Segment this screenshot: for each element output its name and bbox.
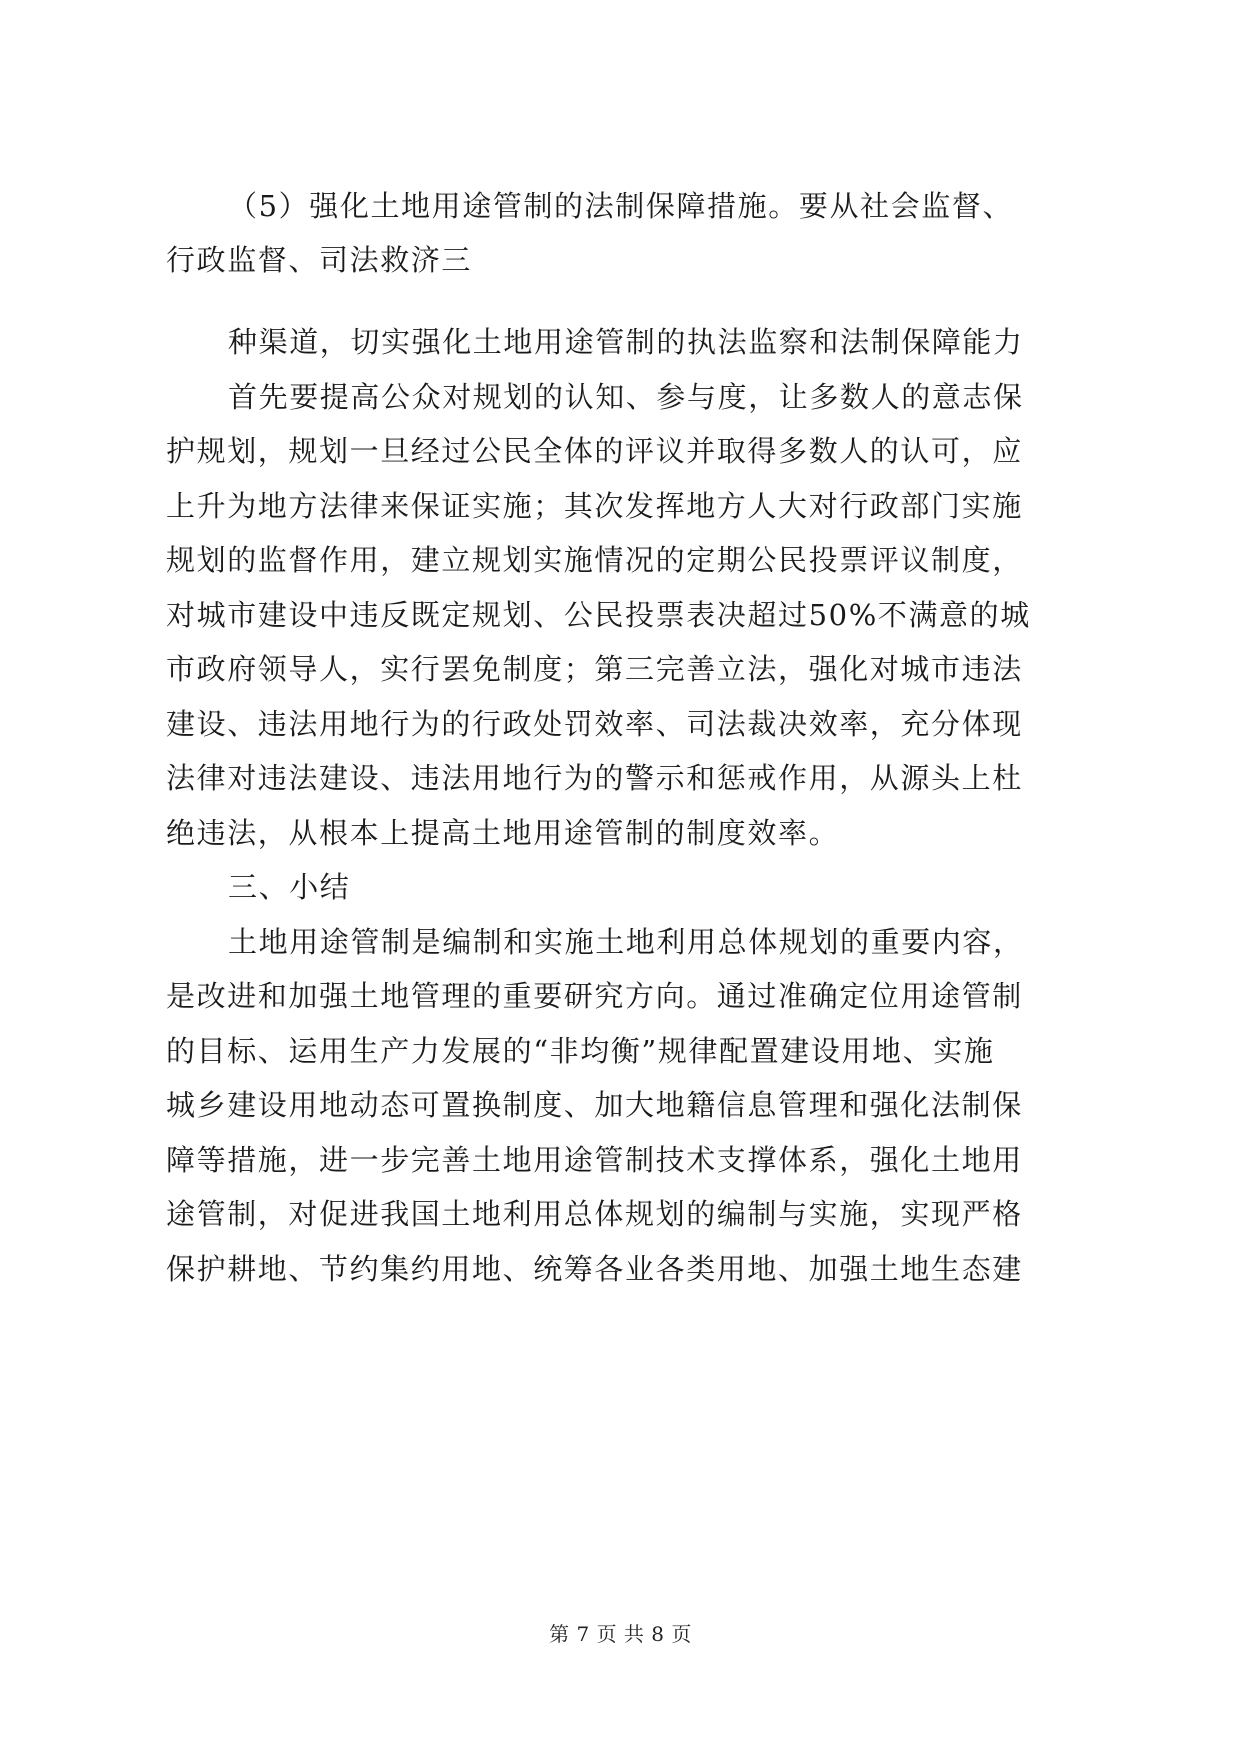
paragraph-line: 对城市建设中违反既定规划、公民投票表决超过50%不满意的城 [166, 598, 1031, 632]
paragraph-line: 土地用途管制是编制和实施土地利用总体规划的重要内容， [228, 925, 1024, 959]
paragraph-line: 保护耕地、节约集约用地、统筹各业各类用地、加强土地生态建 [166, 1252, 1023, 1286]
paragraph-line: 的目标、运用生产力发展的“非均衡”规律配置建设用地、实施 [166, 1034, 995, 1068]
paragraph-line: 障等措施，进一步完善土地用途管制技术支撑体系，强化土地用 [166, 1143, 1023, 1177]
paragraph-line: 法律对违法建设、违法用地行为的警示和惩戒作用，从源头上杜 [166, 761, 1023, 795]
paragraph-line: 绝违法，从根本上提高土地用途管制的制度效率。 [166, 816, 840, 850]
paragraph-line: 是改进和加强土地管理的重要研究方向。通过准确定位用途管制 [166, 979, 1023, 1013]
paragraph-line: （5）强化土地用途管制的法制保障措施。要从社会监督、 [228, 189, 1014, 223]
paragraph-line: 首先要提高公众对规划的认知、参与度，让多数人的意志保 [228, 380, 1024, 414]
paragraph-line: 护规划，规划一旦经过公民全体的评议并取得多数人的认可，应 [166, 434, 1023, 468]
paragraph-line: 建设、违法用地行为的行政处罚效率、司法裁决效率，充分体现 [166, 707, 1023, 741]
paragraph-line: 上升为地方法律来保证实施；其次发挥地方人大对行政部门实施 [166, 489, 1023, 523]
paragraph-line: 规划的监督作用，建立规划实施情况的定期公民投票评议制度， [166, 543, 1023, 577]
paragraph-line: 行政监督、司法救济三 [166, 243, 473, 277]
paragraph-line: 城乡建设用地动态可置换制度、加大地籍信息管理和强化法制保 [166, 1088, 1023, 1122]
section-heading: 三、小结 [228, 870, 351, 904]
paragraph-line: 种渠道，切实强化土地用途管制的执法监察和法制保障能力 [228, 325, 1024, 359]
paragraph-line: 市政府领导人，实行罢免制度；第三完善立法，强化对城市违法 [166, 652, 1023, 686]
page-number-footer: 第 7 页 共 8 页 [549, 1622, 692, 1646]
paragraph-line: 途管制，对促进我国土地利用总体规划的编制与实施，实现严格 [166, 1197, 1023, 1231]
